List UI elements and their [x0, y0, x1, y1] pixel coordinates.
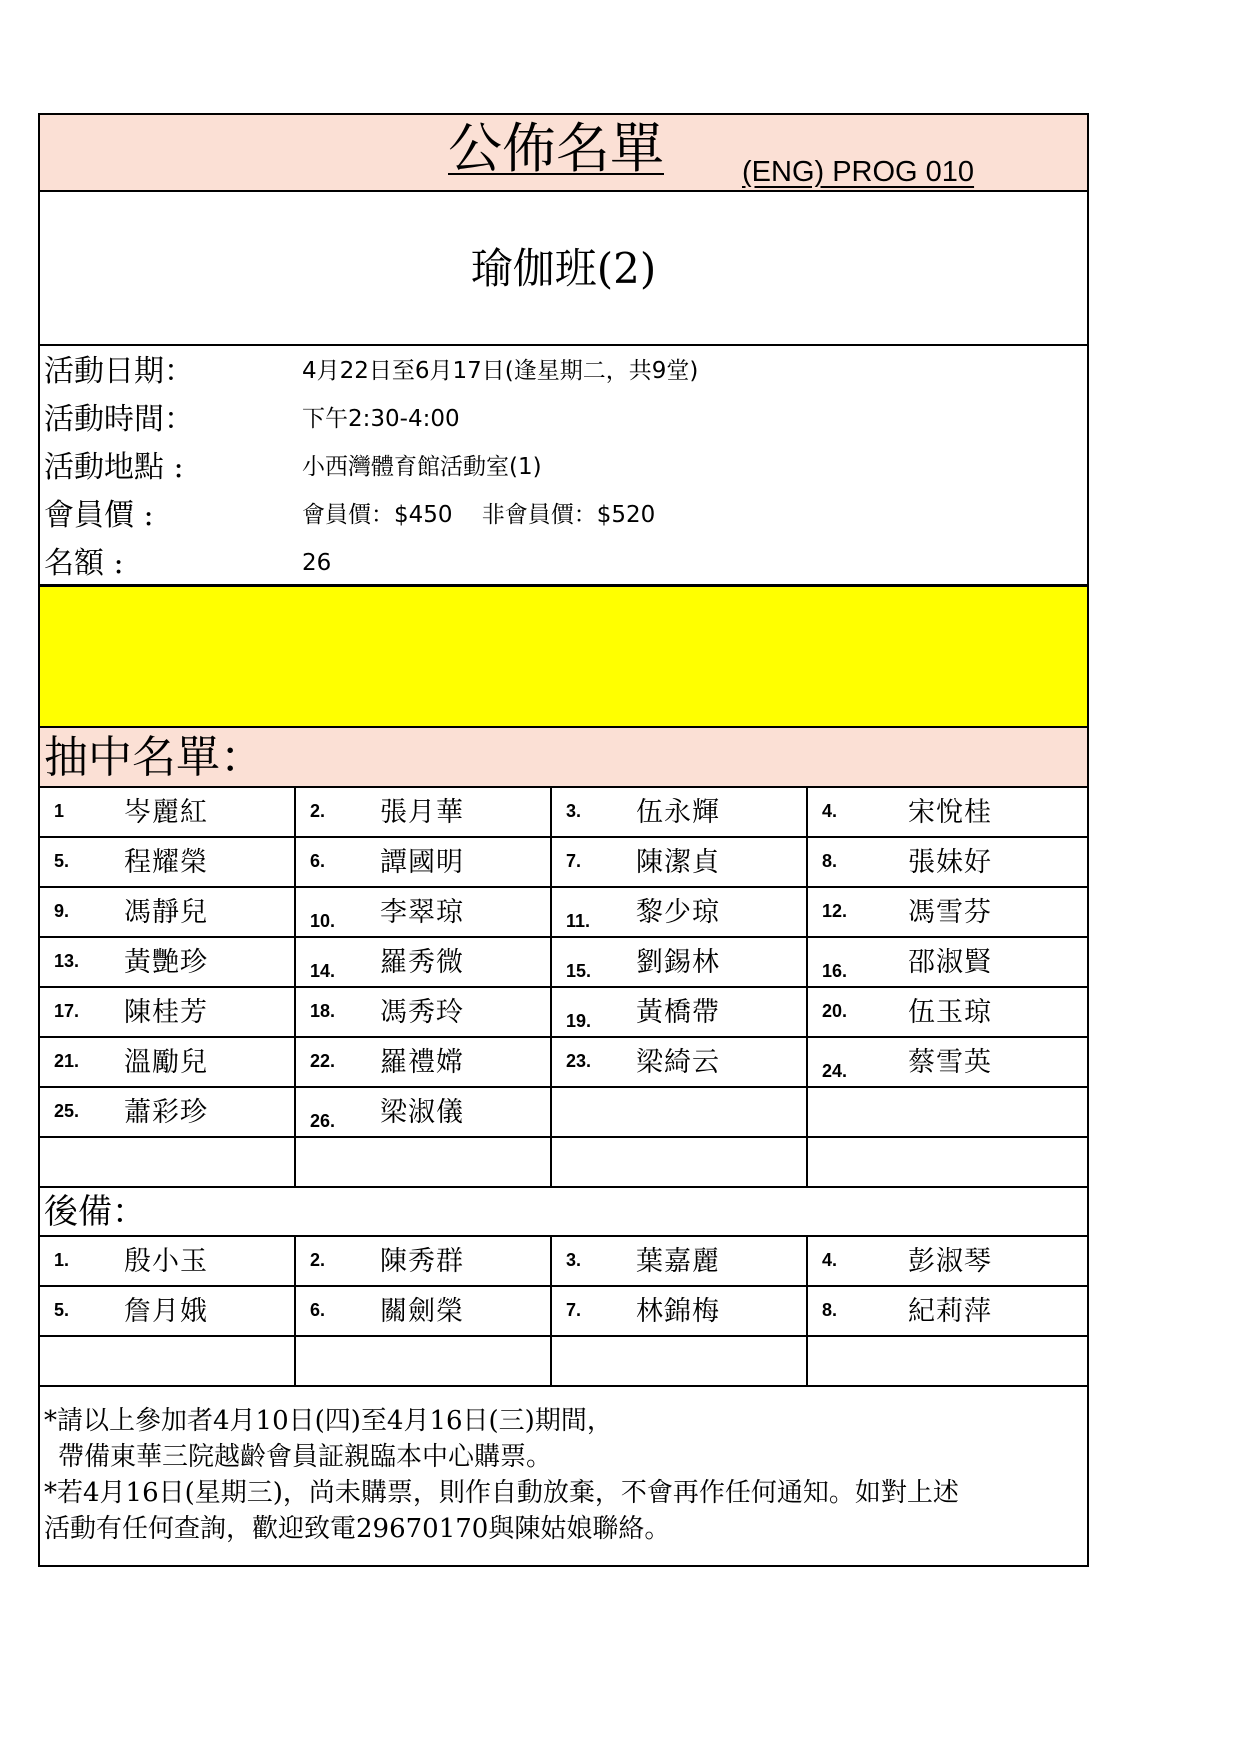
list-item: [296, 988, 552, 1036]
class-name-row: [40, 192, 1087, 346]
entry-name: 葉嘉麗: [636, 1246, 720, 1277]
notice-sheet: [38, 113, 1089, 1567]
entry-number: 2.: [310, 801, 326, 821]
info-value: 26: [302, 550, 332, 576]
selected-heading-row: [40, 728, 1087, 788]
list-item: [296, 938, 552, 986]
entry-name: 溫勵兒: [124, 1047, 208, 1078]
entry-number: 1: [54, 801, 65, 821]
entry-name: 紀莉萍: [908, 1296, 992, 1327]
list-item: [40, 1038, 296, 1086]
list-item: [552, 888, 808, 936]
entry-number: 4.: [822, 801, 838, 821]
entry-number: 9.: [54, 901, 70, 921]
list-item: [296, 1138, 552, 1186]
entry-name: 殷小玉: [124, 1246, 208, 1277]
table-row: [40, 1287, 1087, 1337]
entry-number: 22.: [310, 1051, 336, 1071]
entry-name: 羅禮嫦: [380, 1047, 464, 1078]
entry-name: 蔡雪英: [908, 1047, 992, 1078]
title-bar: [40, 115, 1087, 192]
entry-name: 黎少琼: [636, 897, 720, 928]
list-item: [296, 888, 552, 936]
list-item: [40, 888, 296, 936]
info-label: 名額 :: [44, 546, 124, 581]
entry-number: 14.: [310, 961, 336, 981]
selected-heading: 抽中名單：: [44, 732, 264, 783]
table-row: [40, 888, 1087, 938]
info-time: [40, 398, 1087, 446]
info-price: [40, 494, 1087, 542]
entry-name: 岑麗紅: [124, 797, 208, 828]
list-item: [40, 988, 296, 1036]
entry-number: 7.: [566, 1300, 582, 1320]
info-value: 4月22日至6月17日(逢星期二，共9堂): [302, 358, 699, 384]
entry-number: 21.: [54, 1051, 80, 1071]
table-row: [40, 1038, 1087, 1088]
note-line: *若4月16日(星期三)，尚未購票，則作自動放棄，不會再作任何通知。如對上述: [44, 1478, 959, 1508]
entry-number: 15.: [566, 961, 592, 981]
info-label: 活動地點 :: [44, 450, 184, 485]
table-row: [40, 788, 1087, 838]
list-item: [40, 1237, 296, 1285]
entry-name: 李翠琼: [380, 897, 464, 928]
entry-name: 邵淑賢: [908, 947, 992, 978]
info-value: 小西灣體育館活動室(1): [302, 454, 542, 480]
info-date: [40, 350, 1087, 398]
list-item: [296, 788, 552, 836]
note-line: 活動有任何查詢，歡迎致電29670170與陳姑娘聯絡。: [44, 1514, 671, 1544]
entry-name: 程耀榮: [124, 847, 208, 878]
entry-name: 彭淑琴: [908, 1246, 992, 1277]
entry-name: 羅秀微: [380, 947, 464, 978]
entry-name: 伍玉琼: [908, 997, 992, 1028]
list-item: [552, 1138, 808, 1186]
list-item: [40, 1287, 296, 1335]
table-row: [40, 1337, 1087, 1387]
info-label: 活動時間：: [44, 402, 194, 437]
entry-name: 黃橋帶: [636, 997, 720, 1028]
list-item: [40, 1138, 296, 1186]
entry-name: 關劍榮: [380, 1296, 464, 1327]
entry-number: 1.: [54, 1250, 70, 1270]
entry-number: 4.: [822, 1250, 838, 1270]
list-item: [40, 788, 296, 836]
list-item: [808, 1038, 1087, 1086]
list-item: [296, 1337, 552, 1385]
entry-name: 黃艷珍: [124, 947, 208, 978]
page-title: 公佈名單: [448, 117, 664, 180]
list-item: [296, 1038, 552, 1086]
entry-name: 馮秀玲: [380, 997, 464, 1028]
list-item: [296, 1237, 552, 1285]
list-item: [296, 1088, 552, 1136]
list-item: [552, 1088, 808, 1136]
list-item: [552, 788, 808, 836]
entry-number: 26.: [310, 1111, 336, 1131]
program-code: (ENG) PROG 010: [742, 156, 975, 188]
entry-name: 宋悅桂: [908, 797, 992, 828]
list-item: [552, 1237, 808, 1285]
note-line: *請以上參加者4月10日(四)至4月16日(三)期間，: [44, 1406, 613, 1436]
table-row: [40, 1237, 1087, 1287]
entry-number: 18.: [310, 1001, 336, 1021]
entry-number: 3.: [566, 801, 582, 821]
list-item: [808, 1088, 1087, 1136]
entry-number: 17.: [54, 1001, 80, 1021]
list-item: [808, 1337, 1087, 1385]
entry-number: 13.: [54, 951, 80, 971]
entry-number: 5.: [54, 1300, 70, 1320]
entry-name: 伍永輝: [636, 797, 720, 828]
info-value: 下午2:30-4:00: [302, 406, 460, 432]
list-item: [552, 1287, 808, 1335]
table-row: [40, 1088, 1087, 1138]
info-label: 會員價 :: [44, 498, 154, 533]
entry-number: 6.: [310, 851, 326, 871]
waitlist-heading-row: [40, 1188, 1087, 1237]
info-value: 會員價：$450 非會員價：$520: [302, 502, 656, 528]
list-item: [40, 1337, 296, 1385]
entry-number: 5.: [54, 851, 70, 871]
table-row: [40, 838, 1087, 888]
entry-number: 23.: [566, 1051, 592, 1071]
highlight-band: [40, 586, 1087, 728]
table-row: [40, 938, 1087, 988]
list-item: [808, 1138, 1087, 1186]
list-item: [808, 788, 1087, 836]
entry-name: 林錦梅: [636, 1296, 720, 1327]
list-item: [40, 838, 296, 886]
list-item: [296, 838, 552, 886]
entry-name: 詹月娥: [124, 1296, 208, 1327]
entry-number: 12.: [822, 901, 848, 921]
entry-name: 陳潔貞: [636, 847, 720, 878]
entry-name: 劉錫林: [636, 947, 720, 978]
info-label: 活動日期：: [44, 354, 194, 389]
entry-number: 16.: [822, 961, 848, 981]
list-item: [40, 1088, 296, 1136]
list-item: [808, 838, 1087, 886]
list-item: [808, 1237, 1087, 1285]
list-item: [808, 988, 1087, 1036]
list-item: [552, 1337, 808, 1385]
list-item: [552, 988, 808, 1036]
entry-number: 25.: [54, 1101, 80, 1121]
entry-name: 梁淑儀: [380, 1097, 464, 1128]
entry-name: 張妹好: [908, 847, 992, 878]
entry-number: 19.: [566, 1011, 592, 1031]
entry-name: 蕭彩珍: [124, 1097, 208, 1128]
activity-info: [40, 346, 1087, 586]
entry-name: 陳桂芳: [124, 997, 208, 1028]
table-row: [40, 988, 1087, 1038]
entry-number: 11.: [566, 911, 591, 931]
list-item: [808, 888, 1087, 936]
entry-name: 馮靜兒: [124, 897, 208, 928]
info-quota: [40, 542, 1087, 590]
info-venue: [40, 446, 1087, 494]
entry-number: 24.: [822, 1061, 848, 1081]
entry-name: 譚國明: [380, 847, 464, 878]
entry-number: 2.: [310, 1250, 326, 1270]
entry-number: 6.: [310, 1300, 326, 1320]
entry-number: 20.: [822, 1001, 848, 1021]
entry-number: 8.: [822, 851, 838, 871]
entry-number: 10.: [310, 911, 336, 931]
class-name: 瑜伽班(2): [470, 244, 657, 293]
list-item: [808, 1287, 1087, 1335]
entry-number: 8.: [822, 1300, 838, 1320]
note-line: 帶備東華三院越齡會員証親臨本中心購票。: [58, 1442, 553, 1472]
entry-name: 張月華: [380, 797, 464, 828]
entry-name: 馮雪芬: [908, 897, 992, 928]
list-item: [40, 938, 296, 986]
table-row: [40, 1138, 1087, 1188]
entry-number: 3.: [566, 1250, 582, 1270]
list-item: [552, 938, 808, 986]
list-item: [296, 1287, 552, 1335]
list-item: [808, 938, 1087, 986]
entry-number: 7.: [566, 851, 582, 871]
entry-name: 陳秀群: [380, 1246, 464, 1277]
waitlist-heading: 後備：: [44, 1192, 146, 1232]
notes: [40, 1387, 1087, 1565]
list-item: [552, 1038, 808, 1086]
list-item: [552, 838, 808, 886]
entry-name: 梁綺云: [636, 1047, 720, 1078]
